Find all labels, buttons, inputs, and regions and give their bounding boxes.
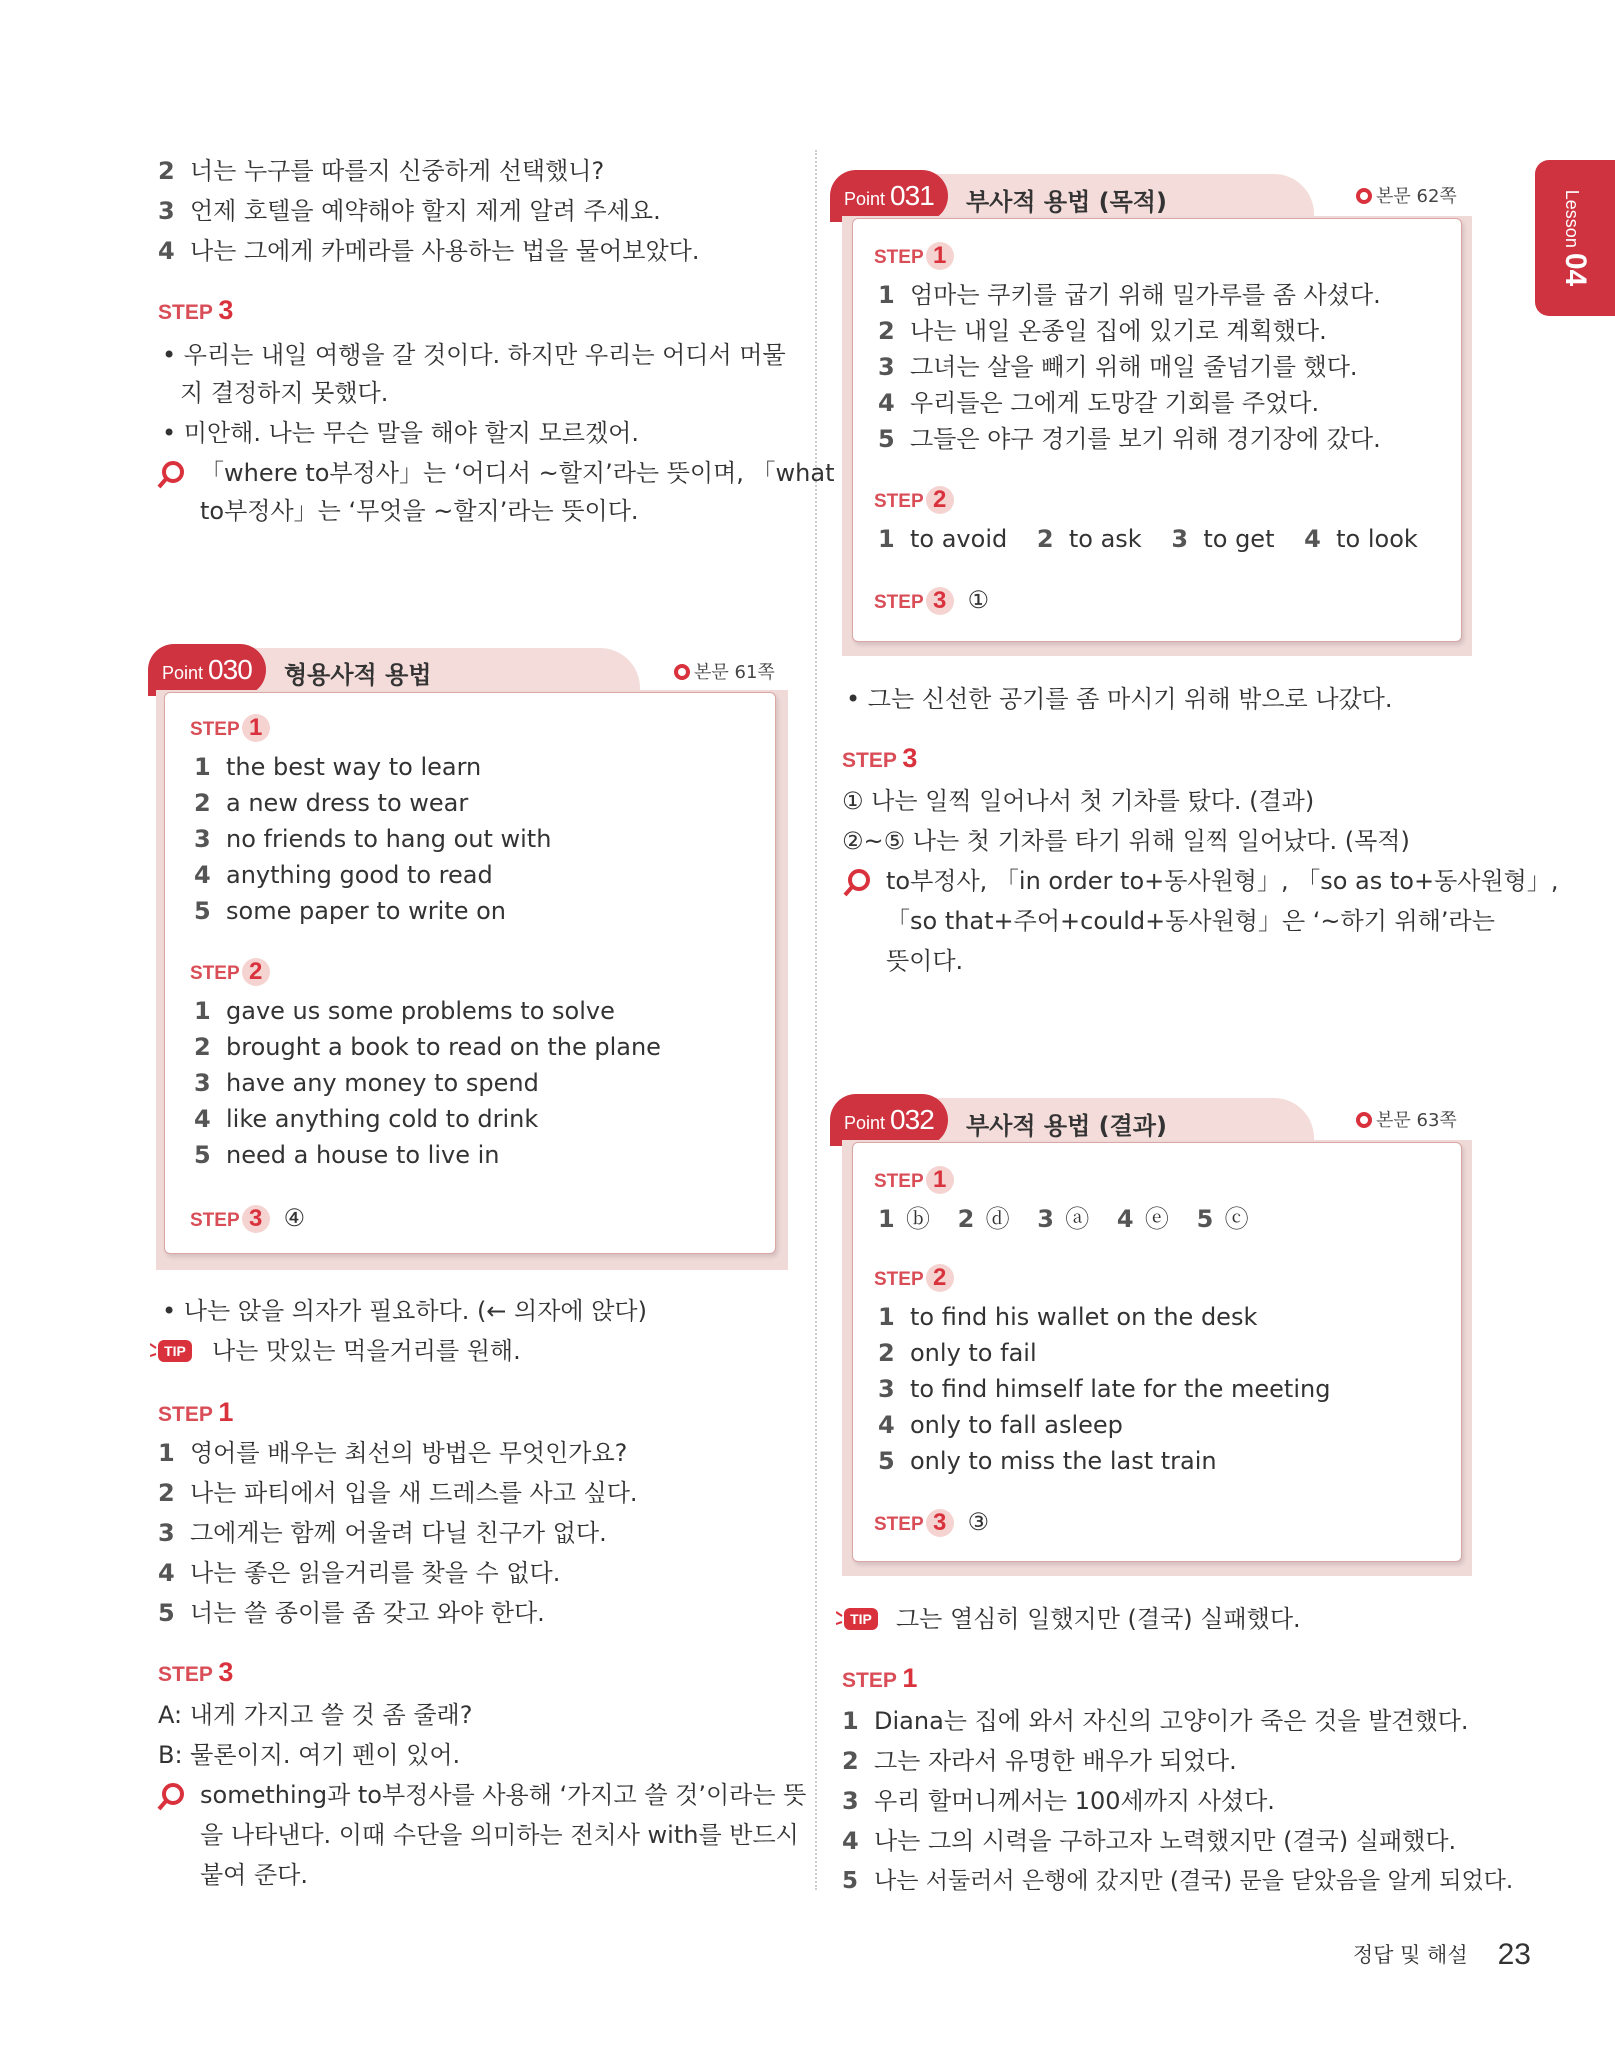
- right-bottom-tip-text: 그는 열심히 일했지만 (결국) 실패했다.: [896, 1605, 1301, 1633]
- right-mid-step3-label: STEP 3: [842, 743, 918, 773]
- point032-step2-item-5: 5 only to miss the last train: [878, 1447, 1217, 1475]
- point030-badge: Point 030: [148, 644, 266, 696]
- point030-step1-item-5: 5 some paper to write on: [194, 897, 506, 925]
- left-top-line-3: 3 언제 호텔을 예약해야 할지 제게 알려 주세요.: [158, 197, 661, 225]
- point030-step1-item-2: 2 a new dress to wear: [194, 789, 469, 817]
- key-icon: [156, 1782, 186, 1812]
- left-top-note-line-2: to부정사」는 ‘무엇을 ~할지’라는 뜻이다.: [200, 497, 639, 525]
- point032-step1-answers: 1 ⓑ 2 ⓓ 3 ⓐ 4 ⓔ 5 ⓒ: [878, 1205, 1249, 1233]
- point030-step1-item-3: 3 no friends to hang out with: [194, 825, 552, 853]
- right-bottom-step1-label: STEP 1: [842, 1663, 918, 1693]
- left-top-step3-line-2: 지 결정하지 못했다.: [180, 379, 389, 407]
- point031-badge: Point 031: [830, 170, 948, 222]
- right-mid-step3-line-a: ① 나는 일찍 일어나서 첫 기차를 탔다. (결과): [842, 787, 1315, 815]
- tip-icon: [836, 1604, 880, 1632]
- point032-step3-label: STEP 3 ③: [874, 1509, 990, 1536]
- right-bottom-step1-line-5: 5 나는 서둘러서 은행에 갔지만 (결국) 문을 닫았음을 알게 되었다.: [842, 1868, 1514, 1894]
- point031-step2-label: STEP 2: [874, 486, 954, 514]
- point032-step2-item-4: 4 only to fall asleep: [878, 1411, 1123, 1439]
- point032-step2-item-1: 1 to find his wallet on the desk: [878, 1303, 1258, 1331]
- point030-step3-label: STEP 3 ④: [190, 1205, 306, 1232]
- point031-step1-item-3: 3 그녀는 살을 빼기 위해 매일 줄넘기를 했다.: [878, 353, 1358, 381]
- right-bottom-step1-line-1: 1 Diana는 집에 와서 자신의 고양이가 죽은 것을 발견했다.: [842, 1707, 1469, 1735]
- left-top-step3-label: STEP 3: [158, 295, 234, 325]
- point030-step2-label: STEP 2: [190, 958, 270, 986]
- svg-text:TIP: TIP: [850, 1611, 872, 1627]
- point031-step1-item-2: 2 나는 내일 온종일 집에 있기로 계획했다.: [878, 317, 1327, 345]
- right-mid-note-line-1: to부정사, 「in order to+동사원형」, 「so as to+동사원형」,: [886, 867, 1559, 895]
- point032-step2-label: STEP 2: [874, 1264, 954, 1292]
- point030-step1-item-4: 4 anything good to read: [194, 861, 493, 889]
- point031-step2-answers: 1 to avoid 2 to ask 3 to get 4 to look: [878, 525, 1418, 553]
- page-number: 23: [1497, 1938, 1531, 1971]
- point030-step2-item-5: 5 need a house to live in: [194, 1141, 500, 1169]
- left-top-line-4: 4 나는 그에게 카메라를 사용하는 법을 물어보았다.: [158, 237, 700, 265]
- point030-step1-label: STEP 1: [190, 714, 270, 742]
- left-bottom-step1-label: STEP 1: [158, 1397, 234, 1427]
- point031-ref: 본문 62쪽: [1356, 182, 1457, 208]
- left-bottom-line-a: • 나는 앉을 의자가 필요하다. (← 의자에 앉다): [162, 1297, 647, 1325]
- left-top-line-2: 2 너는 누구를 따를지 신중하게 선택했니?: [158, 157, 605, 185]
- point030-step2-item-4: 4 like anything cold to drink: [194, 1105, 539, 1133]
- left-bottom-note-line-3: 붙여 준다.: [200, 1861, 308, 1889]
- circle-icon: [1356, 188, 1372, 204]
- key-icon: [842, 868, 872, 898]
- right-bottom-step1-line-2: 2 그는 자라서 유명한 배우가 되었다.: [842, 1747, 1237, 1775]
- point032-step2-item-3: 3 to find himself late for the meeting: [878, 1375, 1331, 1403]
- point030-ref: 본문 61쪽: [674, 658, 775, 684]
- left-bottom-step1-line-1: 1 영어를 배우는 최선의 방법은 무엇인가요?: [158, 1439, 628, 1467]
- page-footer: [1353, 1938, 1531, 1972]
- point032-step2-item-2: 2 only to fail: [878, 1339, 1037, 1367]
- circle-icon: [674, 664, 690, 680]
- point031-step1-item-5: 5 그들은 야구 경기를 보기 위해 경기장에 갔다.: [878, 425, 1381, 453]
- svg-text:TIP: TIP: [164, 1343, 186, 1359]
- point032-step1-label: STEP 1: [874, 1166, 954, 1194]
- left-bottom-step3-label: STEP 3: [158, 1657, 234, 1687]
- point030-step2-item-3: 3 have any money to spend: [194, 1069, 539, 1097]
- left-top-step3-line-1: • 우리는 내일 여행을 갈 것이다. 하지만 우리는 어디서 머물: [162, 341, 786, 369]
- left-bottom-step1-line-2: 2 나는 파티에서 입을 새 드레스를 사고 싶다.: [158, 1479, 638, 1507]
- lesson-tab-label: Lesson 04: [1559, 189, 1592, 287]
- key-icon: [156, 460, 186, 490]
- tip-icon: [150, 1336, 194, 1364]
- left-bottom-step1-line-4: 4 나는 좋은 읽을거리를 찾을 수 없다.: [158, 1559, 561, 1587]
- point031-title: 부사적 용법 (목적): [966, 188, 1167, 216]
- point030-step1-item-1: 1 the best way to learn: [194, 753, 482, 781]
- left-bottom-step3-line-b: B: 물론이지. 여기 펜이 있어.: [158, 1741, 461, 1769]
- point032-badge: Point 032: [830, 1094, 948, 1146]
- right-mid-note-line-3: 뜻이다.: [886, 947, 964, 975]
- right-mid-step3-line-b: ②~⑤ 나는 첫 기차를 타기 위해 일찍 일어났다. (목적): [842, 827, 1410, 855]
- left-top-step3-line-3: • 미안해. 나는 무슨 말을 해야 할지 모르겠어.: [162, 419, 639, 447]
- left-bottom-step3-line-a: A: 내게 가지고 쓸 것 좀 줄래?: [158, 1701, 473, 1729]
- right-bottom-step1-line-3: 3 우리 할머니께서는 100세까지 사셨다.: [842, 1787, 1275, 1815]
- column-divider: [815, 150, 817, 1890]
- left-bottom-note-line-2: 을 나타낸다. 이때 수단을 의미하는 전치사 with를 반드시: [200, 1821, 799, 1849]
- footer-label: 정답 및 해설: [1352, 1943, 1468, 1967]
- point031-step1-item-1: 1 엄마는 쿠키를 굽기 위해 밀가루를 좀 사셨다.: [878, 281, 1381, 309]
- circle-icon: [1356, 1112, 1372, 1128]
- left-bottom-step1-line-5: 5 너는 쓸 종이를 좀 갖고 와야 한다.: [158, 1599, 545, 1627]
- point032-ref: 본문 63쪽: [1356, 1106, 1457, 1132]
- left-top-note-line-1: 「where to부정사」는 ‘어디서 ~할지’라는 뜻이며, 「what: [200, 459, 835, 487]
- right-mid-line-a: • 그는 신선한 공기를 좀 마시기 위해 밖으로 나갔다.: [846, 685, 1393, 713]
- point030-step2-item-1: 1 gave us some problems to solve: [194, 997, 615, 1025]
- right-mid-note-line-2: 「so that+주어+could+동사원형」은 ‘~하기 위해’라는: [886, 907, 1495, 935]
- left-bottom-note-line-1: something과 to부정사를 사용해 ‘가지고 쓸 것’이라는 뜻: [200, 1781, 807, 1809]
- lesson-tab: [1535, 160, 1615, 316]
- left-bottom-step1-line-3: 3 그에게는 함께 어울려 다닐 친구가 없다.: [158, 1519, 607, 1547]
- point031-step3-label: STEP 3 ①: [874, 587, 990, 614]
- point032-title: 부사적 용법 (결과): [966, 1112, 1167, 1140]
- point030-step2-item-2: 2 brought a book to read on the plane: [194, 1033, 661, 1061]
- left-bottom-tip-text: 나는 맛있는 먹을거리를 원해.: [212, 1337, 521, 1365]
- point030-title: 형용사적 용법: [284, 661, 432, 689]
- right-bottom-step1-line-4: 4 나는 그의 시력을 구하고자 노력했지만 (결국) 실패했다.: [842, 1827, 1457, 1855]
- point031-step1-item-4: 4 우리들은 그에게 도망갈 기회를 주었다.: [878, 389, 1320, 417]
- point031-step1-label: STEP 1: [874, 242, 954, 270]
